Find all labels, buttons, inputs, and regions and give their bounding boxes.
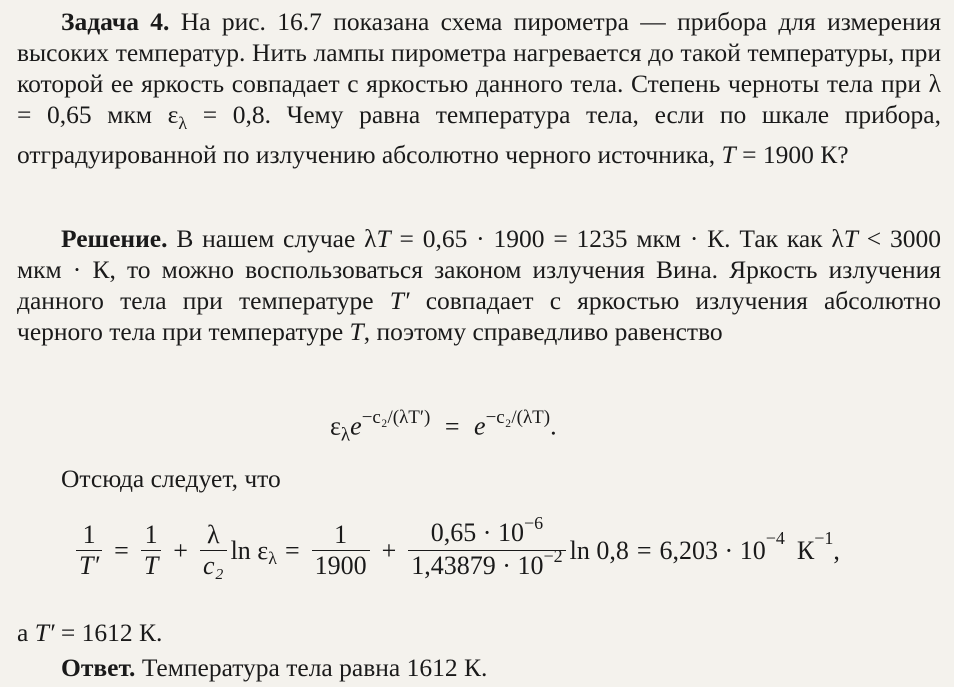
followup-text: Отсюда следует, что <box>61 464 281 493</box>
f1-exp-right: −c₂/(λT) <box>485 407 551 428</box>
f1-e-right: e <box>474 411 486 441</box>
eq-sign-3: = <box>636 535 652 565</box>
f1-end: . <box>550 411 557 441</box>
wien-equality-formula <box>330 404 557 451</box>
frac5-den-exp: −2 <box>543 545 563 566</box>
frac2-den: T <box>141 550 161 581</box>
tprime-value: = 1612 К. <box>54 618 163 647</box>
frac-wavelength-c2 <box>408 512 565 583</box>
result-unit: К <box>796 535 815 565</box>
epsilon-subscript: λ <box>178 113 188 134</box>
problem-paragraph <box>17 6 941 170</box>
frac-lambda-c2 <box>200 520 227 581</box>
ln-epsilon-sub: λ <box>268 547 277 568</box>
ln-08: ln 0,8 <box>569 535 629 565</box>
solution-text-5: , поэтому справедливо равенство <box>363 317 723 346</box>
f1-exp-left: −c₂/(λT′) <box>361 407 431 428</box>
temperature-derivation-formula <box>72 510 840 590</box>
frac4-den: 1900 <box>312 550 370 581</box>
f1-equals: = <box>444 411 460 441</box>
f1-eps: ε <box>330 411 341 441</box>
f2-end: , <box>833 535 840 565</box>
answer-text: Температура тела равна 1612 К. <box>135 653 488 682</box>
solution-text-2: = 0,65 · 1900 = 1235 мкм · К. Так как λ <box>390 224 844 253</box>
frac-1-t <box>141 520 161 581</box>
tprime-result-line <box>17 617 162 648</box>
frac1-den: T′ <box>76 550 102 581</box>
plus-sign-1: + <box>173 535 188 565</box>
tprime-var: T′ <box>34 618 55 647</box>
solution-t3: T <box>349 317 364 346</box>
frac3-den: c₂ <box>200 550 227 581</box>
frac4-num: 1 <box>334 519 348 549</box>
frac-1-1900 <box>312 520 370 581</box>
solution-text-3: < 3000 мкм · К, то можно воспользоваться законом излучения Вина. Яркость излучения данного тела при температуре <box>17 224 941 315</box>
tprime-prefix: а <box>17 618 35 647</box>
answer-line <box>61 652 487 683</box>
eq-sign-2: = <box>284 535 300 565</box>
solution-paragraph <box>17 223 941 347</box>
problem-text-2: = 0,8. Чему равна температура тела, если по шкале прибора, отградуированной по излучению абсолютно черного источника, <box>17 100 941 170</box>
result-unit-exp: −1 <box>814 527 834 548</box>
frac2-num: 1 <box>144 519 158 549</box>
problem-text-3: = 1900 К? <box>735 140 849 170</box>
result-base: 6,203 · 10 <box>659 535 766 565</box>
temperature-var: T <box>721 140 736 170</box>
problem-text: На рис. 16.7 показана схема пирометра — прибора для измерения высоких температур. Нить лампы пирометра нагревается до такой температуры, при которой ее яркость совпадает с яркостью данного тела. Степень черноты тела при λ = 0,65 мкм ε <box>17 7 941 129</box>
frac5-num-exp: −6 <box>523 512 544 533</box>
frac1-num: 1 <box>82 519 96 549</box>
solution-label: Решение. <box>61 224 168 253</box>
problem-label: Задача 4. <box>61 7 170 36</box>
f1-eps-sub: λ <box>340 424 351 446</box>
frac5-num-base: 0,65 · 10 <box>430 517 524 547</box>
ln-epsilon: ln ε <box>230 535 269 565</box>
solution-text-4: совпадает с яркостью излучения абсолютно черного тела при температуре <box>17 286 941 346</box>
frac-1-tprime <box>76 520 102 581</box>
frac5-den-base: 1,43879 · 10 <box>411 550 544 580</box>
frac5-num <box>428 512 546 550</box>
eq-sign-1: = <box>114 535 129 565</box>
plus-sign-2: + <box>381 535 397 565</box>
f1-e-left: e <box>350 411 362 441</box>
frac3-num: λ <box>206 519 220 549</box>
result-exp: −4 <box>765 527 785 548</box>
solution-t1: T <box>376 224 391 253</box>
solution-tprime: T′ <box>389 286 410 315</box>
solution-t2: T <box>843 224 858 253</box>
answer-label: Ответ. <box>61 653 136 682</box>
frac5-den <box>408 545 565 583</box>
solution-text-1: В нашем случае λ <box>167 224 377 253</box>
